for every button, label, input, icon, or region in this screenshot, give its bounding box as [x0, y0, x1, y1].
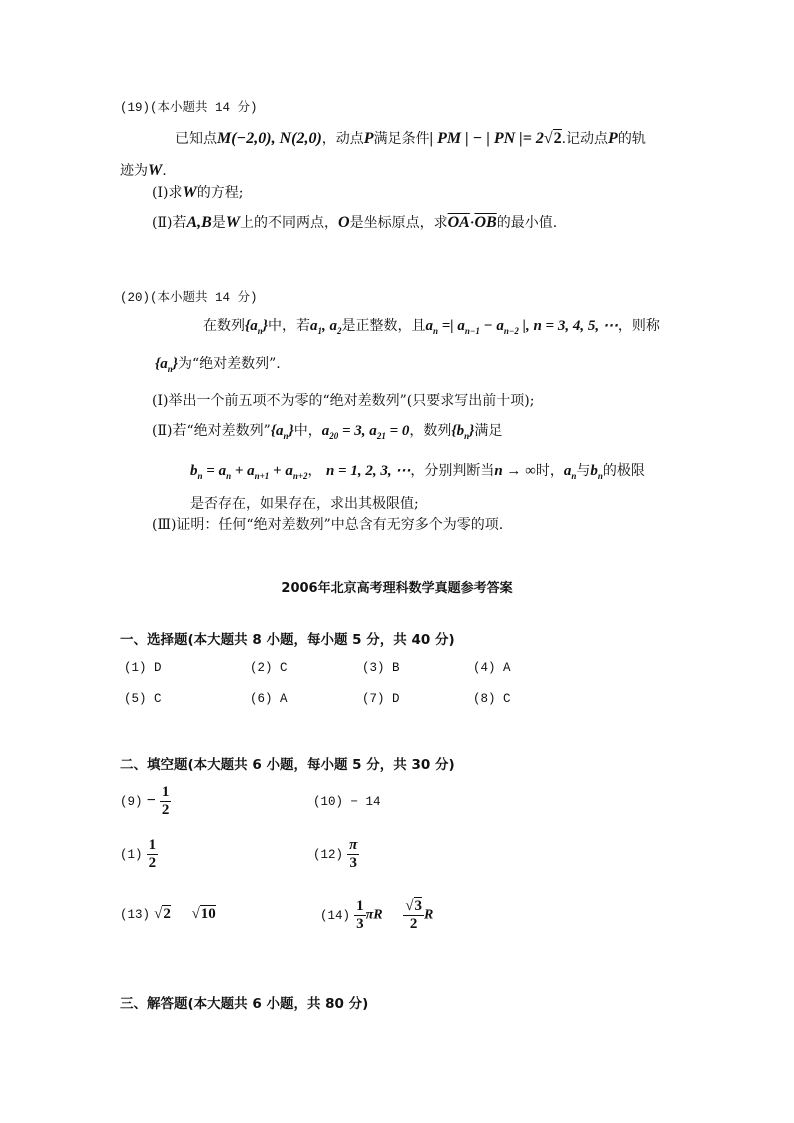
- minus-sign: −: [146, 792, 156, 809]
- q20-bn: {b: [451, 423, 465, 439]
- q19-text: 满足条件: [373, 131, 430, 147]
- answer-item: (4) A: [473, 661, 511, 675]
- q20-a20: a: [321, 423, 330, 439]
- q20-text: ，分别判断当: [410, 463, 495, 479]
- fraction: $\frac{√3}{2}$: [405, 898, 423, 932]
- dot-operator: ·: [469, 216, 475, 231]
- q20-text: ，数列: [409, 423, 452, 439]
- sqrt-value: 3: [414, 898, 423, 914]
- q20-part3: (Ⅲ)证明：任何“绝对差数列”中总含有无穷多个为零的项.: [152, 517, 504, 533]
- q19-part2: [152, 212, 557, 232]
- section3-title: 三、解答题(本大题共 6 小题，共 80 分): [120, 996, 369, 1012]
- q20-line2: $\{a_n\}$为“绝对差数列”.: [155, 356, 281, 374]
- q20-header: (20)(本小题共 14 分): [120, 291, 258, 305]
- q20-an: {a: [245, 318, 258, 334]
- q20-part1: (Ⅰ)举出一个前五项不为零的“绝对差数列”(只要求写出前十项);: [152, 393, 535, 409]
- answer-9: [120, 784, 171, 819]
- q19-text: 已知点: [175, 131, 217, 147]
- q19-w: W: [182, 184, 197, 201]
- answers-title: 2006年北京高考理科数学真题参考答案: [281, 581, 513, 596]
- q20-n-range: n = 1, 2, 3, ⋯: [325, 463, 411, 479]
- q20-text: 是正整数，且: [341, 318, 426, 334]
- answer-item: (5) C: [124, 692, 162, 706]
- numerator: 1: [356, 898, 364, 914]
- q19-text: 的最小值.: [496, 215, 558, 231]
- q20-vals2: = 0: [389, 423, 410, 439]
- q19-text: ，动点: [321, 131, 364, 147]
- q20-n-range: , n = 3, 4, 5, ⋯: [525, 318, 618, 334]
- q20-text: 为“绝对差数列”.: [177, 356, 281, 372]
- section1-title: 一、选择题(本大题共 8 小题，每小题 5 分，共 40 分): [120, 632, 455, 648]
- q19-condition: | PM | − | PN |= 2: [429, 130, 544, 147]
- q19-points: M(−2,0), N(2,0): [217, 130, 322, 147]
- q19-sqrt: 2: [553, 130, 562, 147]
- q20-bn-eq: = a: [206, 463, 227, 479]
- q20-text: 中，若: [267, 318, 310, 334]
- q19-text: (Ⅱ)若: [152, 215, 187, 231]
- fraction: [147, 837, 159, 872]
- q20-vals: = 3, a: [342, 423, 377, 439]
- q19-header: (19)(本小题共 14 分): [120, 101, 258, 115]
- answer-item: (2) C: [250, 661, 288, 675]
- answer-item: (6) A: [250, 692, 288, 706]
- numerator: π: [349, 837, 358, 853]
- q20-line1: 在数列$\{a_n\}$中，若$a_1$, $a_2$是正整数，且$a_n$ =| $a_{n-1} - a_{n-2}$ |, n = 3, 4, 5, ⋯，则称: [203, 318, 660, 336]
- fraction: [354, 898, 366, 933]
- q19-text: .记动点: [561, 131, 609, 147]
- sqrt-value: 10: [200, 906, 216, 922]
- q20-text: 时，: [535, 463, 564, 479]
- q20-limit: n → ∞: [494, 463, 536, 479]
- vector-oa: $\overline{OA}$: [447, 214, 470, 231]
- denominator: 3: [349, 855, 357, 871]
- answer-10: (10) − 14: [313, 795, 381, 809]
- q20-text: 中，: [293, 423, 322, 439]
- q20-text: 在数列: [203, 318, 245, 334]
- q20-line4: 是否存在，如果存在，求出其极限值;: [190, 496, 419, 512]
- answer-12-label: (12): [313, 848, 344, 862]
- answer-9-label: (9): [120, 795, 143, 809]
- q19-w: W: [225, 214, 241, 231]
- denominator: 3: [356, 916, 364, 932]
- r-symbol: R: [424, 907, 434, 923]
- answer-14-label: (14): [320, 909, 351, 923]
- q20-line3: $b_n = a_n + a_{n+1} + a_{n+2}$， n = 1, 2, 3, ⋯，分别判断当n → ∞时，$a_n$与$b_n$的极限: [190, 463, 645, 481]
- sqrt-value: 2: [163, 906, 171, 922]
- section2-title: 二、填空题(本大题共 6 小题，每小题 5 分，共 30 分): [120, 757, 455, 773]
- answer-12: [313, 837, 359, 872]
- q20-part2: (Ⅱ)若“绝对差数列$”\{a_n\}$中，$a_{20} = 3$, $a_{21} = 0$，数列$\{b_n\}$满足: [152, 423, 503, 441]
- q19-w: W: [148, 162, 163, 179]
- q19-text: 是坐标原点，求: [349, 215, 448, 231]
- q20-brace: }: [262, 318, 268, 334]
- answer-item: (7) D: [362, 692, 400, 706]
- q19-line2: [120, 160, 167, 180]
- answer-11-label: (1): [120, 848, 143, 862]
- denominator: 2: [161, 802, 170, 818]
- answer-item: (8) C: [473, 692, 511, 706]
- q20-text: (Ⅱ)若“绝对差数列”: [152, 423, 271, 439]
- q19-part1: [152, 182, 243, 202]
- q20-a1: a: [309, 318, 318, 334]
- q19-text: 的方程;: [196, 185, 244, 201]
- answer-13-label: (13): [120, 908, 151, 922]
- pi-r: πR: [365, 907, 383, 923]
- q19-intro-line: 已知点M(−2,0), N(2,0)，动点P满足条件| PM | − | PN |= 2√2.记动点P的轨: [175, 130, 646, 147]
- q19-p: P: [363, 130, 374, 147]
- q19-p: P: [608, 130, 618, 147]
- q19-text: 上的不同两点，: [240, 215, 339, 231]
- denominator: 2: [148, 855, 157, 871]
- q19-text: (Ⅰ)求: [152, 185, 183, 201]
- fraction: [347, 837, 359, 872]
- fraction: [160, 784, 172, 819]
- q20-text: 的极限: [602, 463, 645, 479]
- q20-text: 满足: [474, 423, 503, 439]
- q19-o: O: [338, 214, 350, 231]
- answer-11: [120, 837, 158, 872]
- answer-item: (1) D: [124, 661, 162, 675]
- q19-text: 的轨: [617, 131, 646, 147]
- answer-item: (3) B: [362, 661, 400, 675]
- answer-13: (13) √2 √10: [120, 906, 216, 922]
- q20-text: ，则称: [617, 318, 660, 334]
- numerator: 1: [148, 837, 157, 853]
- q19-text: .: [162, 163, 167, 179]
- q19-text: 是: [211, 215, 226, 231]
- answer-14: [320, 898, 433, 933]
- q20-text: 与: [576, 463, 591, 479]
- q19-text: 迹为: [120, 163, 148, 179]
- q19-ab: A,B: [186, 214, 212, 231]
- q20-recur: a: [425, 318, 433, 334]
- vector-ob: $\overline{OB}$: [474, 214, 497, 231]
- q20-sub: n: [257, 326, 263, 336]
- numerator: 1: [161, 784, 170, 800]
- denominator: 2: [409, 916, 418, 932]
- q20-bn-def: b: [190, 463, 198, 479]
